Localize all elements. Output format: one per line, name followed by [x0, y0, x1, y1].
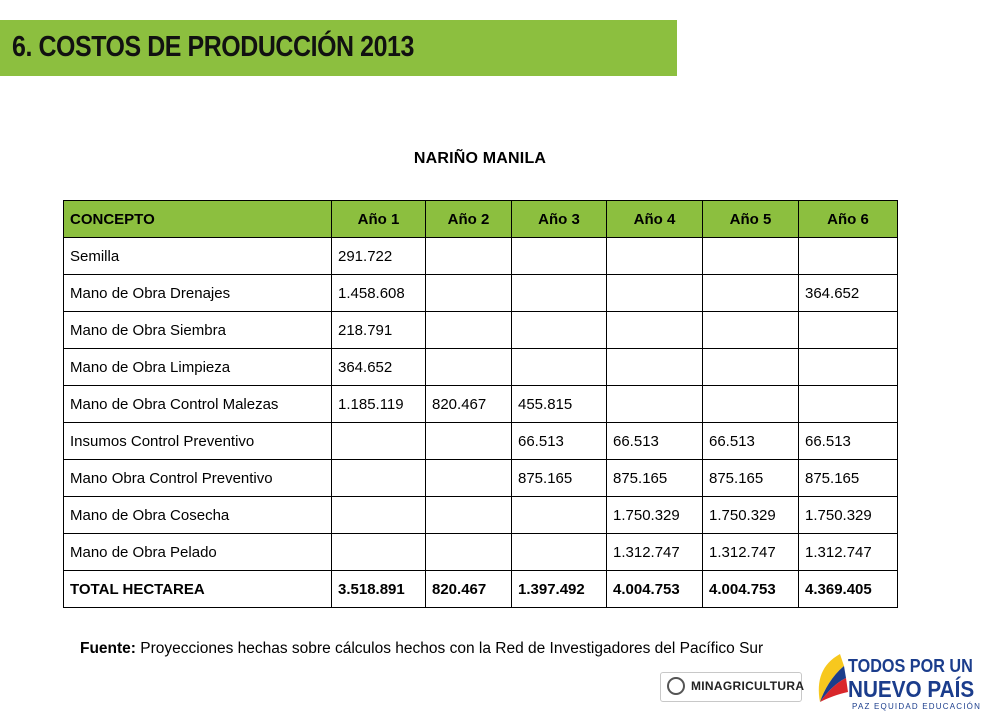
row-concept: Mano de Obra Limpieza: [64, 349, 332, 386]
cell-value: [703, 349, 799, 386]
cell-value: [607, 238, 703, 275]
table-row: [64, 423, 898, 460]
cell-value: 218.791: [332, 312, 426, 349]
cell-value: [512, 534, 607, 571]
cell-value: [799, 312, 898, 349]
table-row: [64, 238, 898, 275]
cell-value: [332, 534, 426, 571]
cell-value: [607, 312, 703, 349]
cell-value: [426, 238, 512, 275]
total-value: 4.004.753: [703, 571, 799, 608]
total-value: 4.369.405: [799, 571, 898, 608]
cell-value: 364.652: [332, 349, 426, 386]
cell-value: [512, 275, 607, 312]
table-row: [64, 349, 898, 386]
todos-por-un-nuevo-pais-logo: [810, 650, 981, 720]
row-concept: Semilla: [64, 238, 332, 275]
cell-value: [703, 275, 799, 312]
cell-value: [332, 497, 426, 534]
cell-value: 1.312.747: [799, 534, 898, 571]
cell-value: 1.750.329: [607, 497, 703, 534]
cell-value: [512, 349, 607, 386]
total-label: TOTAL HECTAREA: [64, 571, 332, 608]
cell-value: 364.652: [799, 275, 898, 312]
cell-value: 875.165: [607, 460, 703, 497]
table-row: [64, 386, 898, 423]
cell-value: 455.815: [512, 386, 607, 423]
cell-value: 820.467: [426, 386, 512, 423]
row-concept: Insumos Control Preventivo: [64, 423, 332, 460]
minagricultura-text: MINAGRICULTURA: [691, 679, 805, 693]
costs-table: [63, 200, 898, 608]
total-value: 820.467: [426, 571, 512, 608]
row-concept: Mano de Obra Pelado: [64, 534, 332, 571]
cell-value: 1.312.747: [607, 534, 703, 571]
row-concept: Mano de Obra Siembra: [64, 312, 332, 349]
cell-value: [426, 534, 512, 571]
header-ano-1: Año 1: [332, 201, 426, 238]
table-row: [64, 497, 898, 534]
cell-value: [607, 275, 703, 312]
cell-value: 66.513: [703, 423, 799, 460]
cell-value: [426, 312, 512, 349]
page-title: 6. COSTOS DE PRODUCCIÓN 2013: [12, 31, 414, 63]
row-concept: Mano de Obra Cosecha: [64, 497, 332, 534]
brand-line2: NUEVO PAÍS: [848, 676, 975, 702]
total-value: 3.518.891: [332, 571, 426, 608]
minagricultura-logo: [660, 672, 805, 702]
cell-value: [799, 349, 898, 386]
cell-value: [332, 423, 426, 460]
cell-value: [703, 238, 799, 275]
header-ano-4: Año 4: [607, 201, 703, 238]
table-row: [64, 460, 898, 497]
total-value: 4.004.753: [607, 571, 703, 608]
title-banner: [0, 20, 677, 76]
header-concepto: CONCEPTO: [64, 201, 332, 238]
cell-value: 1.458.608: [332, 275, 426, 312]
cell-value: [426, 460, 512, 497]
cell-value: 875.165: [512, 460, 607, 497]
cell-value: 66.513: [512, 423, 607, 460]
cell-value: [512, 238, 607, 275]
cell-value: 291.722: [332, 238, 426, 275]
cell-value: [799, 238, 898, 275]
total-row: [64, 571, 898, 608]
header-ano-3: Año 3: [512, 201, 607, 238]
cell-value: [426, 275, 512, 312]
cell-value: [426, 423, 512, 460]
row-concept: Mano Obra Control Preventivo: [64, 460, 332, 497]
table-subtitle: NARIÑO MANILA: [413, 150, 547, 167]
cell-value: 1.750.329: [703, 497, 799, 534]
cell-value: [799, 386, 898, 423]
cell-value: [332, 460, 426, 497]
cell-value: [607, 349, 703, 386]
cell-value: [512, 312, 607, 349]
coat-of-arms-icon: [667, 677, 685, 695]
row-concept: Mano de Obra Control Malezas: [64, 386, 332, 423]
cell-value: 1.312.747: [703, 534, 799, 571]
cell-value: 1.185.119: [332, 386, 426, 423]
cell-value: [426, 497, 512, 534]
header-ano-5: Año 5: [703, 201, 799, 238]
table-row: [64, 312, 898, 349]
cell-value: 1.750.329: [799, 497, 898, 534]
table-header-row: [64, 201, 898, 238]
cell-value: 875.165: [799, 460, 898, 497]
row-concept: Mano de Obra Drenajes: [64, 275, 332, 312]
cell-value: 66.513: [799, 423, 898, 460]
brand-line3: PAZ EQUIDAD EDUCACIÓN: [852, 702, 981, 711]
flag-swoosh-icon: [810, 650, 850, 718]
cell-value: 66.513: [607, 423, 703, 460]
cell-value: [703, 386, 799, 423]
table-row: [64, 275, 898, 312]
cell-value: [607, 386, 703, 423]
brand-line1: TODOS POR UN: [848, 656, 973, 676]
header-ano-2: Año 2: [426, 201, 512, 238]
total-value: 1.397.492: [512, 571, 607, 608]
cell-value: [703, 312, 799, 349]
source-label: Fuente:: [80, 640, 136, 657]
header-ano-6: Año 6: [799, 201, 898, 238]
table-row: [64, 534, 898, 571]
cell-value: 875.165: [703, 460, 799, 497]
cell-value: [512, 497, 607, 534]
cell-value: [426, 349, 512, 386]
source-text: Proyecciones hechas sobre cálculos hechos con la Red de Investigadores del Pacífico Sur: [135, 640, 764, 657]
footer-logos: [650, 650, 981, 720]
